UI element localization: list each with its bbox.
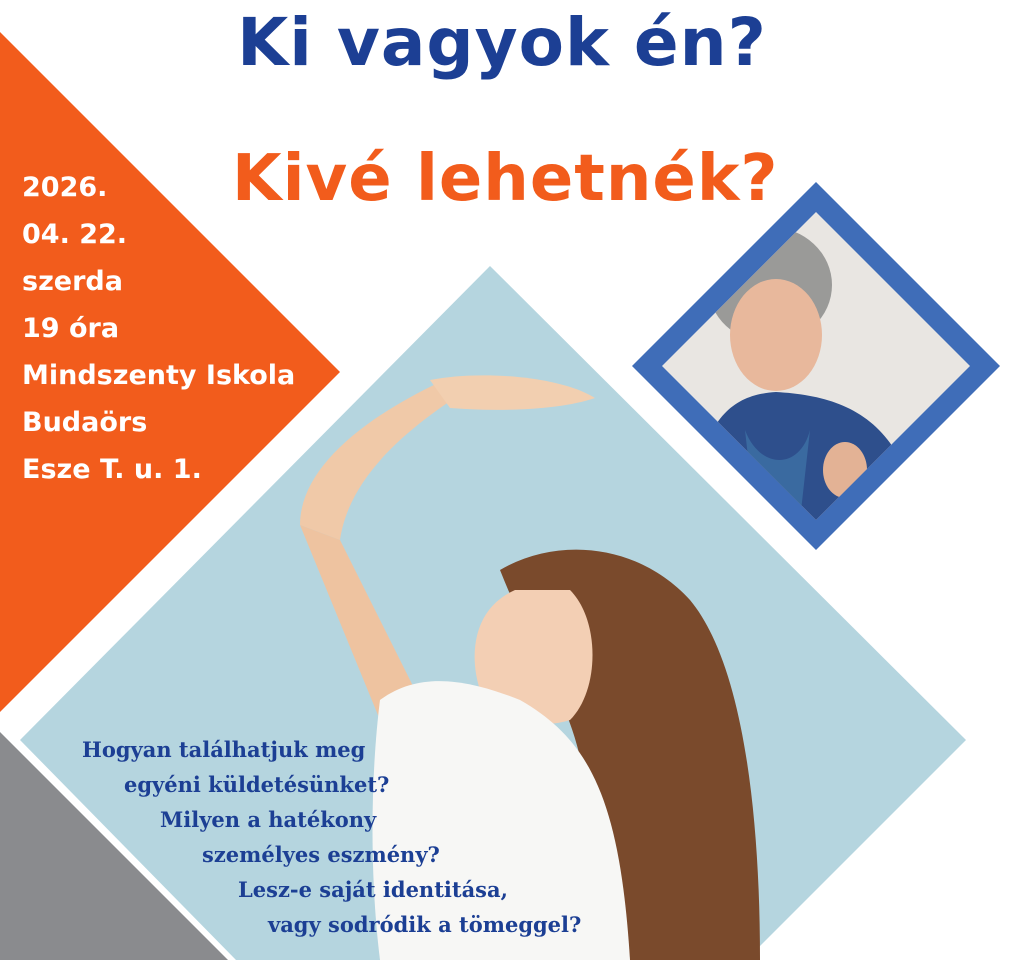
main-title: Ki vagyok én? [237, 4, 767, 81]
event-weekday: szerda [22, 266, 123, 297]
questions-block [20, 732, 640, 942]
event-date-day: 04. 22. [22, 219, 128, 250]
event-city: Budaörs [22, 407, 148, 438]
question-line: egyéni küldetésünket? [124, 772, 390, 797]
event-venue: Mindszenty Iskola [22, 360, 296, 391]
question-line: Milyen a hatékony [160, 807, 377, 832]
event-time: 19 óra [22, 313, 120, 344]
question-line: vagy sodródik a tömeggel? [268, 912, 582, 937]
event-address: Esze T. u. 1. [22, 454, 202, 485]
question-line: Hogyan találhatjuk meg [82, 737, 366, 762]
question-line: személyes eszmény? [202, 842, 440, 867]
event-date-year: 2026. [22, 172, 108, 203]
question-line: Lesz-e saját identitása, [238, 877, 508, 902]
event-info [22, 164, 295, 493]
subtitle: Kivé lehetnék? [232, 142, 779, 216]
